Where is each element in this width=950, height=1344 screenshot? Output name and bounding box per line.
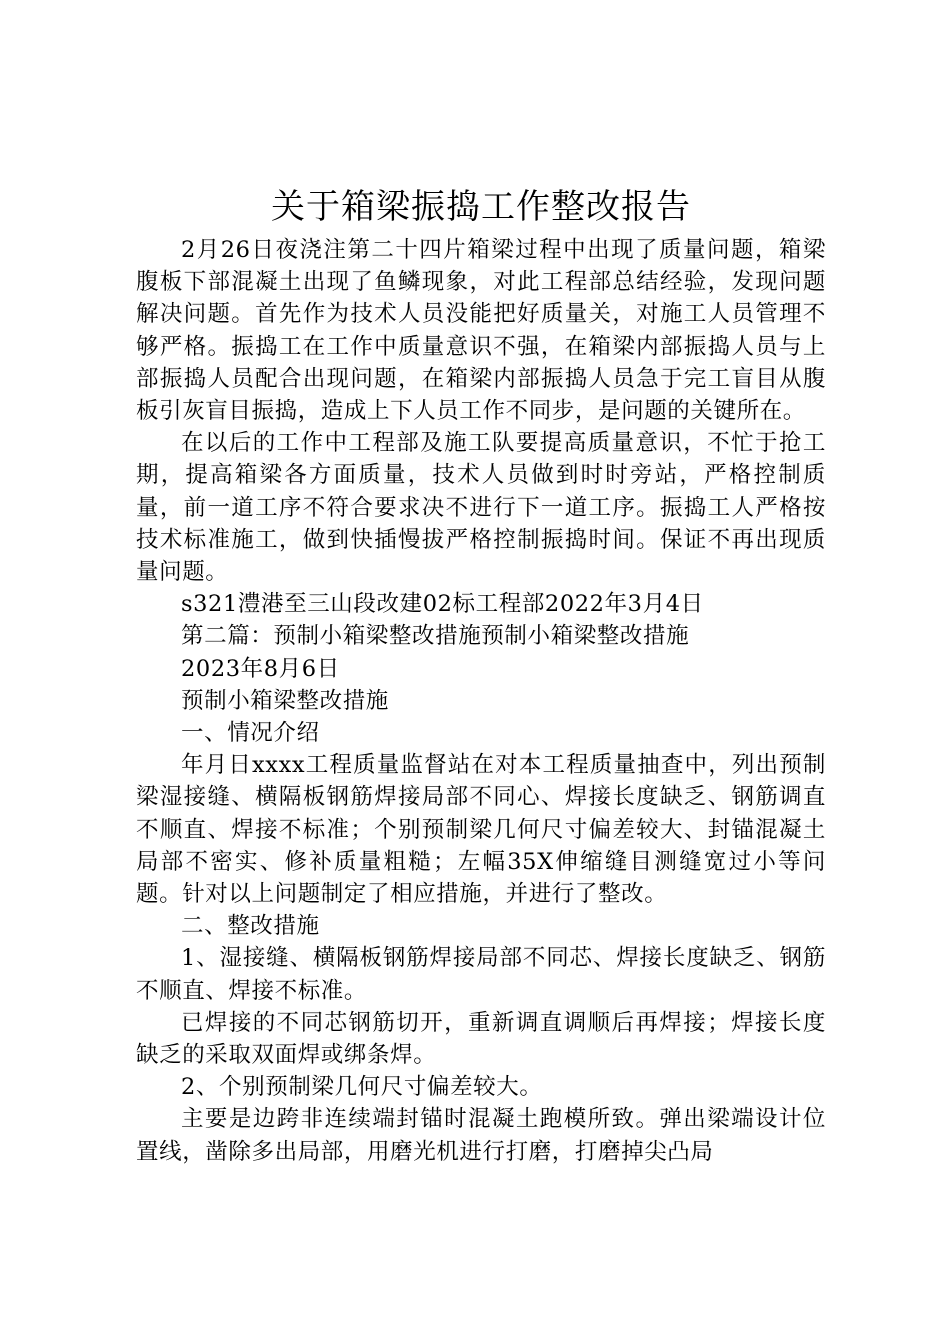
paragraph-situation: 年月日xxxx工程质量监督站在对本工程质量抽查中，列出预制梁湿接缝、横隔板钢筋焊接局部不同心、焊接长度缺乏、钢筋调直不顺直、焊接不标准；个别预制梁几何尺寸偏差较大、封锚混凝土局部不密实、修补质量粗糙；左幅35X伸缩缝目测缝宽过小等问题。针对以上问题制定了相应措施，并进行了整改。 (136, 752, 826, 908)
section-heading-situation: 一、情况介绍 (181, 720, 320, 747)
paragraph-measure-2-fix: 主要是边跨非连续端封锚时混凝土跑模所致。弹出梁端设计位置线，凿除多出局部，用磨光机进行打磨，打磨掉尖凸局 (136, 1106, 826, 1165)
section-heading-measures: 二、整改措施 (181, 913, 320, 940)
paragraph-date: 2023年8月6日 (181, 655, 340, 682)
paragraph-signature: s321澧港至三山段改建02标工程部2022年3月4日 (181, 591, 704, 618)
paragraph-improvement: 在以后的工作中工程部及施工队要提高质量意识，不忙于抢工期，提高箱梁各方面质量，技术人员做到时时旁站，严格控制质量，前一道工序不符合要求决不进行下一道工序。振捣工人严格按技术标准施工，做到快插慢拔严格控制振捣时间。保证不再出现质量问题。 (136, 430, 826, 586)
paragraph-measure-1: 1、湿接缝、横隔板钢筋焊接局部不同芯、焊接长度缺乏、钢筋不顺直、焊接不标准。 (136, 945, 826, 1004)
paragraph-incident: 2月26日夜浇注第二十四片箱梁过程中出现了质量问题，箱梁腹板下部混凝土出现了鱼鳞现象，对此工程部总结经验，发现问题解决问题。首先作为技术人员没能把好质量关，对施工人员管理不够严格。振捣工在工作中质量意识不强，在箱梁内部振捣人员与上部振捣人员配合出现问题，在箱梁内部振捣人员急于完工盲目从腹板引灰盲目振捣，造成上下人员工作不同步，是问题的关键所在。 (136, 237, 826, 425)
document-page (136, 180, 826, 1168)
paragraph-measure-2: 2、个别预制梁几何尺寸偏差较大。 (181, 1074, 543, 1101)
paragraph-measure-1-fix: 已焊接的不同芯钢筋切开，重新调直调顺后再焊接；焊接长度缺乏的采取双面焊或绑条焊。 (136, 1009, 826, 1069)
paragraph-subtitle: 预制小箱梁整改措施 (181, 687, 389, 714)
paragraph-second-article-heading: 第二篇：预制小箱梁整改措施预制小箱梁整改措施 (181, 623, 690, 650)
document-title: 关于箱梁振捣工作整改报告 (271, 187, 691, 227)
